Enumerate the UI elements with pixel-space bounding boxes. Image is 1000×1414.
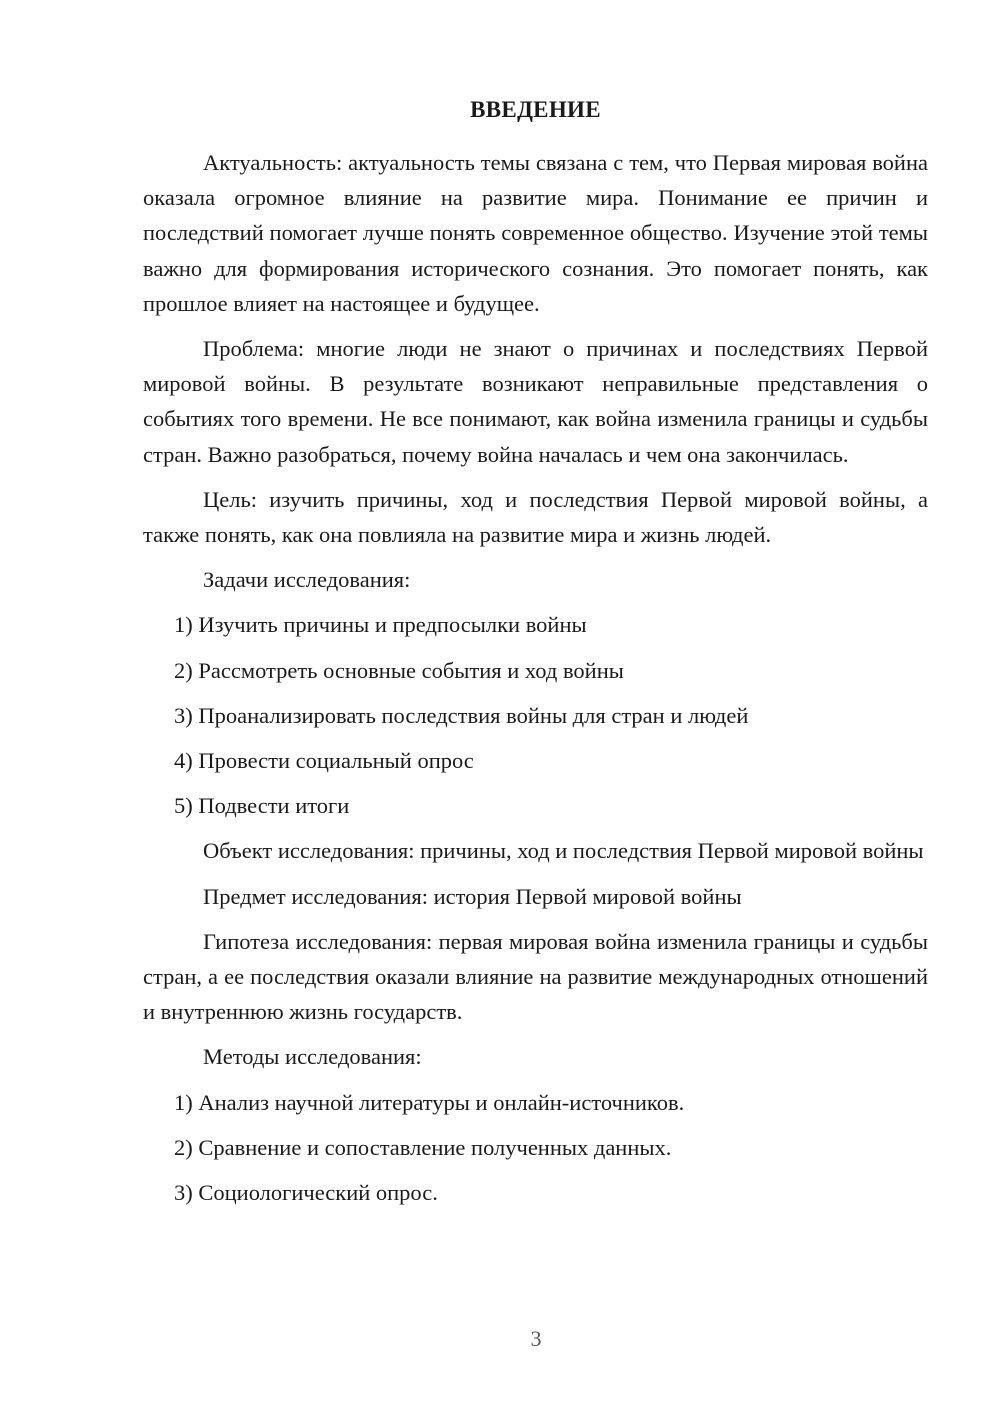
document-page: [143, 92, 928, 1220]
task-item: 2) Рассмотреть основные события и ход войны: [174, 657, 624, 683]
task-item: 4) Провести социальный опрос: [174, 748, 474, 774]
task-item: 3) Проанализировать последствия войны для стран и людей: [174, 702, 749, 728]
section-title: ВВЕДЕНИЕ: [470, 97, 601, 122]
tasks-heading: Задачи исследования:: [203, 567, 411, 593]
relevance-paragraph: Актуальность: актуальность темы связана с тем, что Первая мировая война оказала огромное влияние на развитие мира. Понимание ее причин и последствий помогает лучше понять современное общество. Изучение этой темы важно для формирования исторического сознания. Это помогает понять, как прошлое влияет на настоящее и будущее.: [143, 150, 928, 316]
page-number: 3: [530, 1326, 542, 1351]
method-item: 1) Анализ научной литературы и онлайн-источников.: [174, 1089, 685, 1115]
object-paragraph: Объект исследования: причины, ход и последствия Первой мировой войны: [203, 838, 924, 864]
tasks-list: [143, 607, 928, 823]
subject-paragraph: Предмет исследования: история Первой мировой войны: [203, 883, 742, 909]
task-item: 5) Подвести итоги: [174, 793, 350, 819]
problem-paragraph: Проблема: многие люди не знают о причинах и последствиях Первой мировой войны. В результате возникают неправильные представления о событиях того времени. Не все понимают, как война изменила границы и судьбы стран. Важно разобраться, почему война началась и чем она закончилась.: [143, 336, 928, 467]
methods-heading: Методы исследования:: [203, 1044, 422, 1070]
goal-paragraph: Цель: изучить причины, ход и последствия Первой мировой войны, а также понять, как она повлияла на развитие мира и жизнь людей.: [143, 486, 928, 548]
hypothesis-paragraph: Гипотеза исследования: первая мировая война изменила границы и судьбы стран, а ее последствия оказали влияние на развитие международных отношений и внутреннюю жизнь государств.: [143, 928, 928, 1025]
task-item: 1) Изучить причины и предпосылки войны: [174, 612, 587, 638]
method-item: 3) Социологический опрос.: [174, 1180, 438, 1206]
method-item: 2) Сравнение и сопоставление полученных данных.: [174, 1134, 672, 1160]
methods-list: [143, 1085, 928, 1211]
